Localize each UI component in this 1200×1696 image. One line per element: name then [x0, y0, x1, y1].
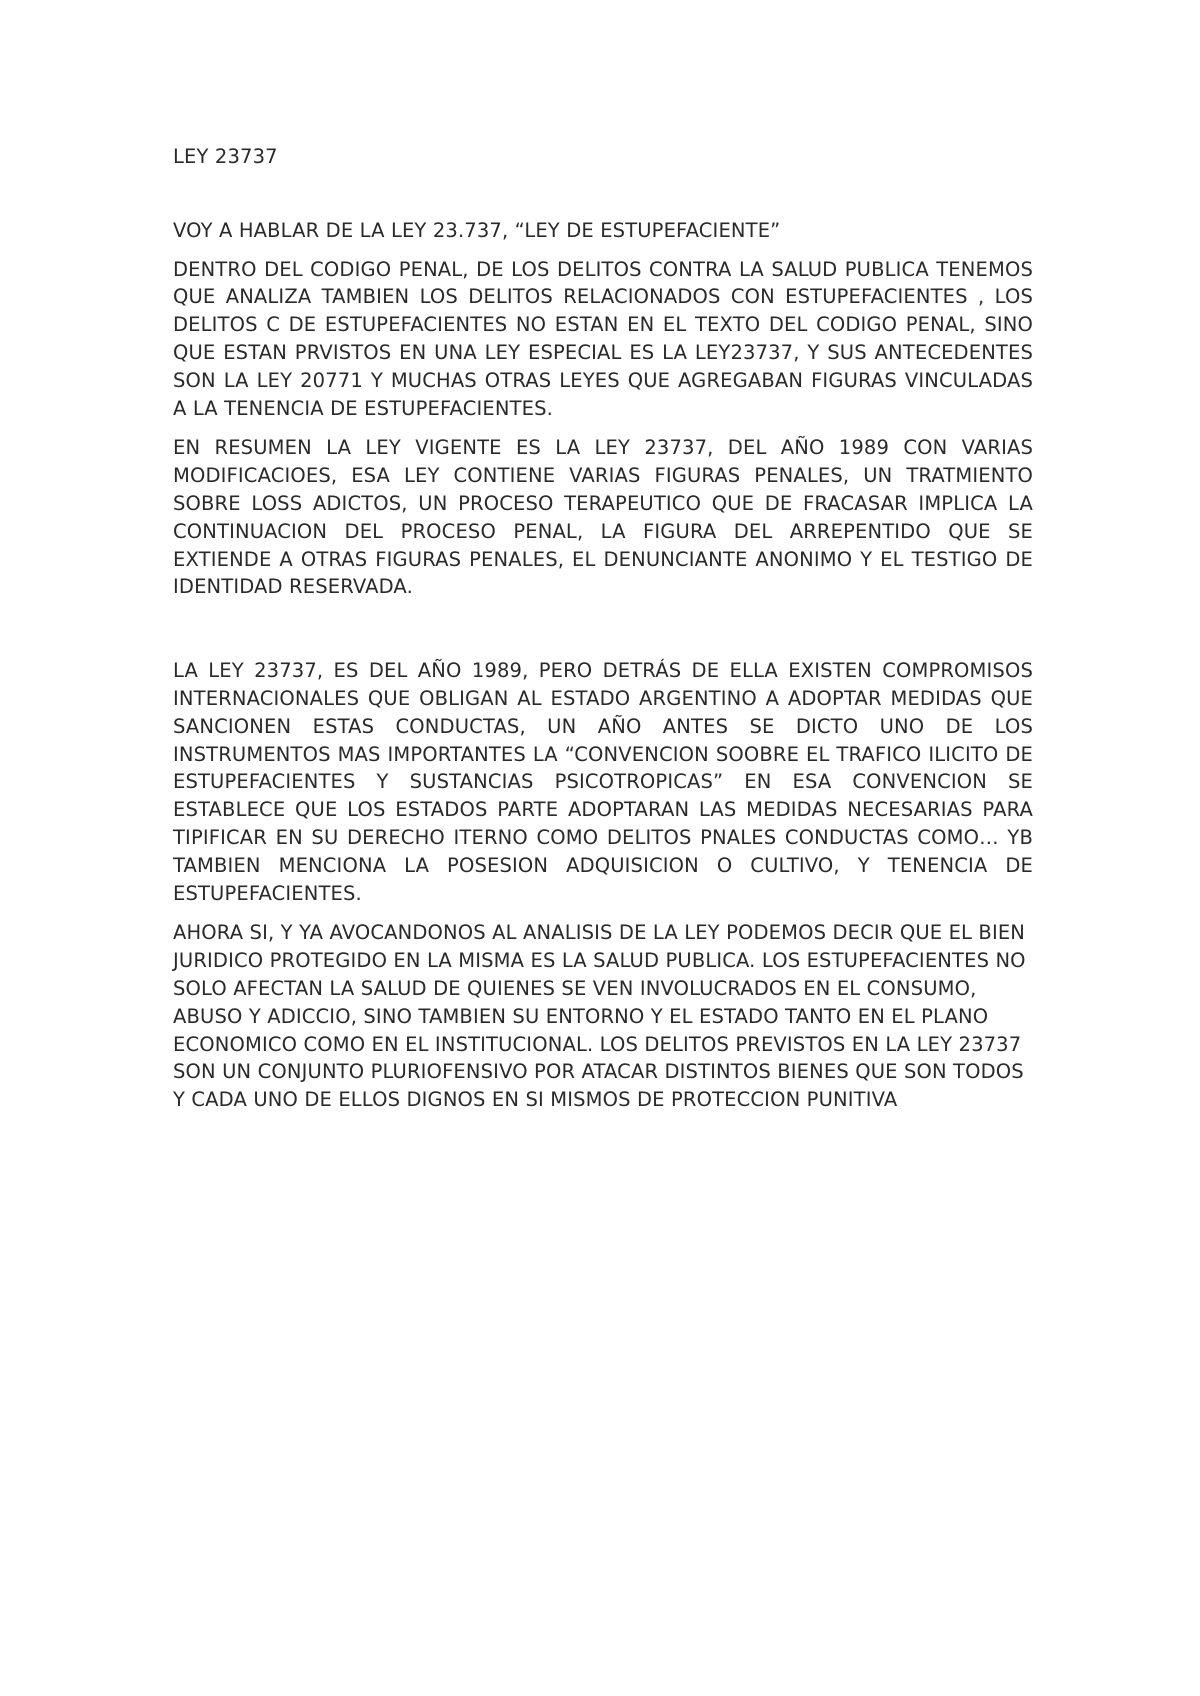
blank-line: [173, 613, 1033, 657]
intro-line: VOY A HABLAR DE LA LEY 23.737, “LEY DE ESTUPEFACIENTE”: [173, 218, 781, 242]
paragraph-1: DENTRO DEL CODIGO PENAL, DE LOS DELITOS CONTRA LA SALUD PUBLICA TENEMOS QUE ANALIZA TAMBIEN LOS DELITOS RELACIONADOS CON ESTUPEFACIENTES , LOS DELITOS C DE ESTUPEFACIENTES NO ESTAN EN EL TEXTO DEL CODIGO PENAL, SINO QUE ESTAN PRVISTOS EN UNA LEY ESPECIAL ES LA LEY23737, Y SUS ANTECEDENTES SON LA LEY 20771 Y MUCHAS OTRAS LEYES QUE AGREGABAN FIGURAS VINCULADAS A LA TENENCIA DE ESTUPEFACIENTES.: [173, 257, 1033, 420]
document-title: LEY 23737: [173, 145, 278, 168]
paragraph-2: EN RESUMEN LA LEY VIGENTE ES LA LEY 23737, DEL AÑO 1989 CON VARIAS MODIFICACIOES, ESA LEY CONTIENE VARIAS FIGURAS PENALES, UN TRATMIENTO SOBRE LOSS ADICTOS, UN PROCESO TERAPEUTICO QUE DE FRACASAR IMPLICA LA CONTINUACION DEL PROCESO PENAL, LA FIGURA DEL ARREPENTIDO QUE SE EXTIENDE A OTRAS FIGURAS PENALES, EL DENUNCIANTE ANONIMO Y EL TESTIGO DE IDENTIDAD RESERVADA.: [173, 436, 1033, 599]
paragraph-3: LA LEY 23737, ES DEL AÑO 1989, PERO DETRÁS DE ELLA EXISTEN COMPROMISOS INTERNACIONALES QUE OBLIGAN AL ESTADO ARGENTINO A ADOPTAR MEDIDAS QUE SANCIONEN ESTAS CONDUCTAS, UN AÑO ANTES SE DICTO UNO DE LOS INSTRUMENTOS MAS IMPORTANTES LA “CONVENCION SOOBRE EL TRAFICO ILICITO DE ESTUPEFACIENTES Y SUSTANCIAS PSICOTROPICAS” EN ESA CONVENCION SE ESTABLECE QUE LOS ESTADOS PARTE ADOPTARAN LAS MEDIDAS NECESARIAS PARA TIPIFICAR EN SU DERECHO ITERNO COMO DELITOS PNALES CONDUCTAS COMO… YB TAMBIEN MENCIONA LA POSESION ADQUISICION O CULTIVO, Y TENENCIA DE ESTUPEFACIENTES.: [173, 659, 1033, 905]
paragraph-4: AHORA SI, Y YA AVOCANDONOS AL ANALISIS DE LA LEY PODEMOS DECIR QUE EL BIEN JURIDICO PROTEGIDO EN LA MISMA ES LA SALUD PUBLICA. LOS ESTUPEFACIENTES NO SOLO AFECTAN LA SALUD DE QUIENES SE VEN INVOLUCRADOS EN EL CONSUMO, ABUSO Y ADICCIO, SINO TAMBIEN SU ENTORNO Y EL ESTADO TANTO EN EL PLANO ECONOMICO COMO EN EL INSTITUCIONAL. LOS DELITOS PREVISTOS EN LA LEY 23737 SON UN CONJUNTO PLURIOFENSIVO POR ATACAR DISTINTOS BIENES QUE SON TODOS Y CADA UNO DE ELLOS DIGNOS EN SI MISMOS DE PROTECCION PUNITIVA: [173, 921, 1026, 1112]
document-body: [173, 143, 1033, 1126]
